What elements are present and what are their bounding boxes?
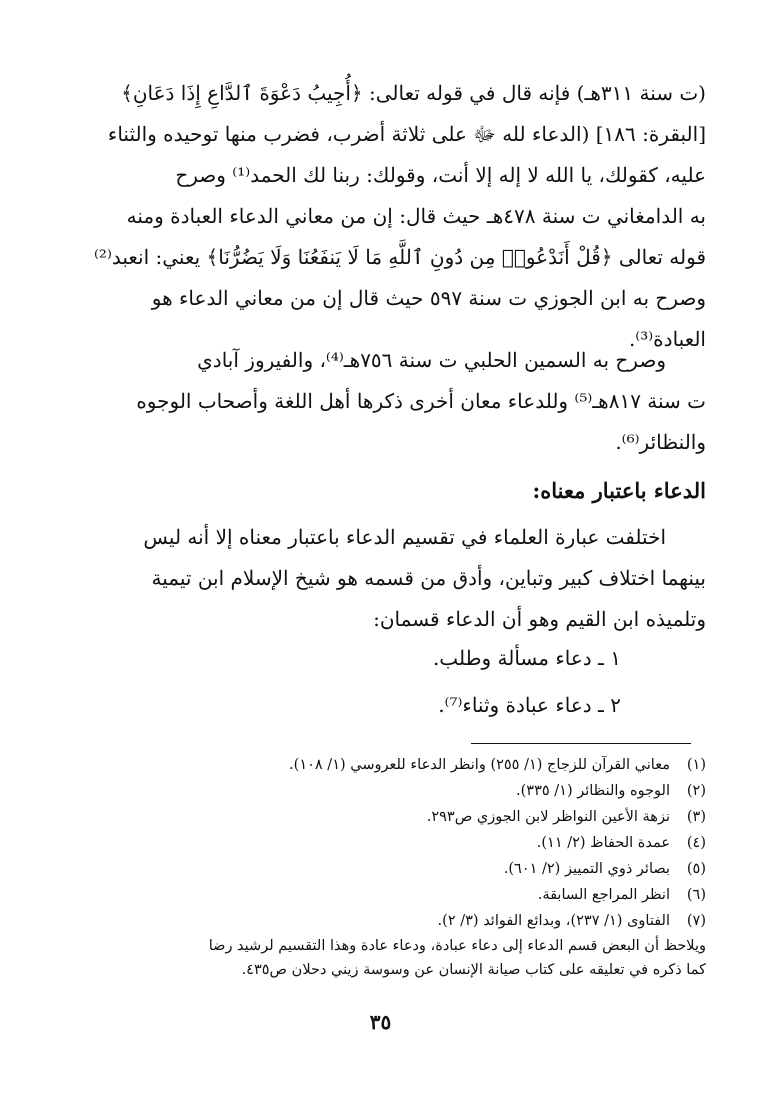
footnote <box>88 908 706 934</box>
paragraph-1 <box>88 73 706 360</box>
footnote <box>88 778 706 804</box>
text-line: والنظائر⁽⁶⁾. <box>615 430 706 454</box>
text-line: بينهما اختلاف كبير وتباين، وأدق من قسمه هو شيخ الإسلام ابن تيمية <box>151 566 706 590</box>
footnote-number: (٣) <box>686 809 706 825</box>
text-line: العبادة⁽³⁾. <box>628 327 706 351</box>
footnote-number: (٤) <box>686 835 706 851</box>
text-line: عليه، كقولك، يا الله لا إله إلا أنت، وقولك: ربنا لك الحمد⁽¹⁾ وصرح <box>175 163 706 187</box>
footnote-text: نزهة الأعين النواظر لابن الجوزي ص٢٩٣. <box>426 809 670 825</box>
text-line: وصرح به ابن الجوزي ت سنة ٥٩٧ حيث قال إن من معاني الدعاء هو <box>151 286 706 310</box>
text-line: (ت سنة ٣١١هـ) فإنه قال في قوله تعالى: ﴿أُجِيبُ دَعْوَةَ ٱلدَّاعِ إِذَا دَعَانِ﴾ <box>121 81 706 105</box>
footnote <box>88 804 706 830</box>
section-heading: الدعاء باعتبار معناه: <box>532 478 706 503</box>
footnote-continuation: ويلاحظ أن البعض قسم الدعاء إلى دعاء عبادة، ودعاء عادة وهذا التقسيم لرشيد رضا <box>208 938 706 954</box>
text-line: وصرح به السمين الحلبي ت سنة ٧٥٦هـ⁽⁴⁾، والفيروز آبادي <box>197 348 666 372</box>
text-line: ت سنة ٨١٧هـ⁽⁵⁾ وللدعاء معان أخرى ذكرها أهل اللغة وأصحاب الوجوه <box>136 389 706 413</box>
text-line: به الدامغاني ت سنة ٤٧٨هـ حيث قال: إن من معاني الدعاء العبادة ومنه <box>126 204 706 228</box>
footnote <box>88 830 706 856</box>
paragraph-2 <box>88 340 706 463</box>
footnote-text: معاني القرآن للزجاج (١/ ٢٥٥) وانظر الدعاء للعروسي (١/ ١٠٨). <box>289 757 670 773</box>
list-item: ٢ ـ دعاء عبادة وثناء⁽⁷⁾. <box>438 693 621 717</box>
footnote <box>88 856 706 882</box>
text-line: [البقرة: ١٨٦] (الدعاء لله ﷻ على ثلاثة أضرب، فضرب منها توحيده والثناء <box>107 122 706 146</box>
text-line: وتلميذه ابن القيم وهو أن الدعاء قسمان: <box>373 607 706 631</box>
footnotes <box>88 752 706 982</box>
footnote-number: (١) <box>686 757 706 773</box>
footnote-text: عمدة الحفاظ (٢/ ١١). <box>536 835 670 851</box>
text-line: قوله تعالى ﴿قُلْ أَنَدْعُوا۟ مِن دُونِ ٱللَّهِ مَا لَا يَنفَعُنَا وَلَا يَضُرُّنَا﴾ يعني: انعبد⁽²⁾ <box>93 245 706 269</box>
text-line: اختلفت عبارة العلماء في تقسيم الدعاء باعتبار معناه إلا أنه ليس <box>143 525 666 549</box>
page-number: ٣٥ <box>369 1010 392 1034</box>
footnote-number: (٦) <box>686 887 706 903</box>
list-item: ١ ـ دعاء مسألة وطلب. <box>432 646 621 670</box>
footnote-divider <box>471 743 691 744</box>
footnote-number: (٥) <box>686 861 706 877</box>
footnote-text: الوجوه والنظائر (١/ ٣٣٥). <box>516 783 670 799</box>
footnote-text: انظر المراجع السابقة. <box>537 887 670 903</box>
footnote-text: بصائر ذوي التمييز (٢/ ٦٠١). <box>503 861 670 877</box>
footnote-continuation: كما ذكره في تعليقه على كتاب صيانة الإنسان عن وسوسة زيني دحلان ص٤٣٥. <box>241 962 706 978</box>
footnote-number: (٢) <box>686 783 706 799</box>
footnote-number: (٧) <box>686 913 706 929</box>
footnote-text: الفتاوى (١/ ٢٣٧)، وبدائع الفوائد (٣/ ٢). <box>437 913 670 929</box>
footnote <box>88 882 706 908</box>
paragraph-3 <box>88 517 706 640</box>
footnote <box>88 752 706 778</box>
